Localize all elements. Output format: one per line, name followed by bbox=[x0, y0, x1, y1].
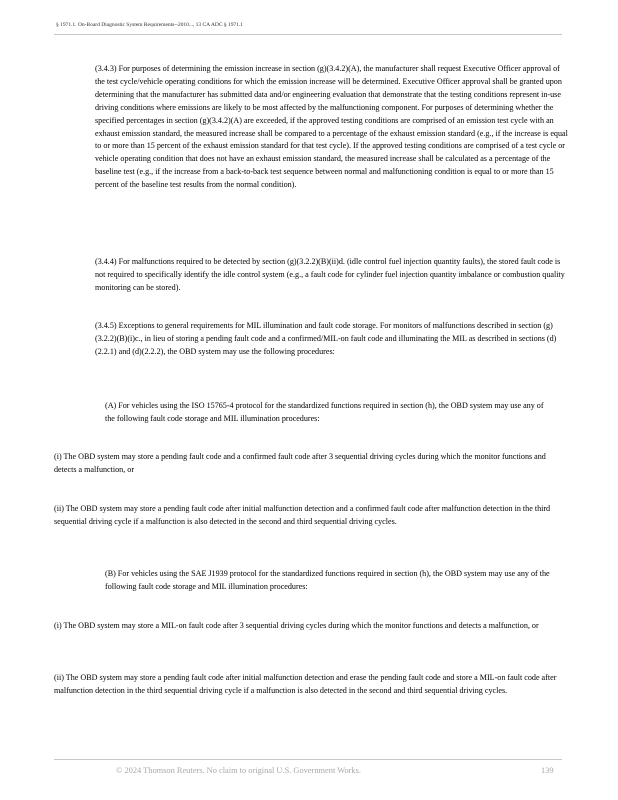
paragraph-3-4-3: (3.4.3) For purposes of determining the emission increase in section (g)(3.4.2)(A), the manufacturer shall request Executive Officer approval of the test cycle/vehicle operating conditions for which the emission increase will be determined. Executive Officer approval shall be granted upon determining that the manufacturer has submitted data and/or engineering evaluation that demonstrate that the testing conditions represent in-use driving conditions where emissions are likely to be most affected by the malfunctioning component. For purposes of determining whether the specified percentages in section (g)(3.4.2)(A) are exceeded, if the approved testing conditions are comprised of an emission test cycle with an exhaust emission standard, the measured increase shall be compared to a percentage of the exhaust emission standard (e.g., if the increase is equal to or more than 15 percent of the exhaust emission standard for that test cycle). If the approved testing conditions are comprised of a test cycle or vehicle operating condition that does not have an exhaust emission standard, the measured increase shall be calculated as a percentage of the baseline test (e.g., if the increase from a back-to-back test sequence between normal and malfunctioning condition is equal to or more than 15 percent of the baseline test results from the normal condition). bbox=[95, 64, 568, 190]
paragraph-B-sae-j1939: (B) For vehicles using the SAE J1939 protocol for the standardized functions required in section (h), the OBD system may use any of the following fault code storage and MIL illumination procedures: bbox=[105, 569, 550, 591]
paragraph-3-4-5: (3.4.5) Exceptions to general requirements for MIL illumination and fault code storage. For monitors of malfunctions described in section (g)(3.2.2)(B)(i)c., in lieu of storing a pending fault code and a confirmed/MIL-on fault code and illuminating the MIL as described in sections (d)(2.2.1) and (d)(2.2.2), the OBD system may use the following procedures: bbox=[95, 321, 557, 356]
copyright-notice: © 2024 Thomson Reuters. No claim to original U.S. Government Works. bbox=[116, 766, 361, 775]
paragraph-B-i: (i) The OBD system may store a MIL-on fault code after 3 sequential driving cycles during which the monitor functions and detects a malfunction, or bbox=[54, 621, 539, 630]
header-divider bbox=[54, 34, 562, 35]
paragraph-B-ii: (ii) The OBD system may store a pending fault code after initial malfunction detection and erase the pending fault code and store a MIL-on fault code after malfunction detection in the third sequential driving cycle if a malfunction is also detected in the second and third sequential driving cycles. bbox=[54, 673, 557, 695]
footer-divider bbox=[54, 759, 562, 760]
running-head: § 1971.1. On-Board Diagnostic System Requirements--2010..., 13 CA ADC § 1971.1 bbox=[56, 22, 244, 28]
paragraph-A-ii: (ii) The OBD system may store a pending fault code after initial malfunction detection and a confirmed fault code after malfunction detection in the third sequential driving cycle if a malfunction is also detected in the second and third sequential driving cycles. bbox=[54, 504, 551, 526]
paragraph-A-i: (i) The OBD system may store a pending fault code and a confirmed fault code after 3 sequential driving cycles during which the monitor functions and detects a malfunction, or bbox=[54, 452, 546, 474]
paragraph-3-4-4: (3.4.4) For malfunctions required to be detected by section (g)(3.2.2)(B)(ii)d. (idle control fuel injection quantity faults), the stored fault code is not required to specifically identify the idle control system (e.g., a fault code for cylinder fuel injection quantity imbalance or combustion quality monitoring can be stored). bbox=[95, 257, 565, 292]
paragraph-A-iso-15765-4: (A) For vehicles using the ISO 15765-4 protocol for the standardized functions required in section (h), the OBD system may use any of the following fault code storage and MIL illumination procedures: bbox=[105, 401, 544, 423]
page-number: 139 bbox=[541, 766, 554, 775]
